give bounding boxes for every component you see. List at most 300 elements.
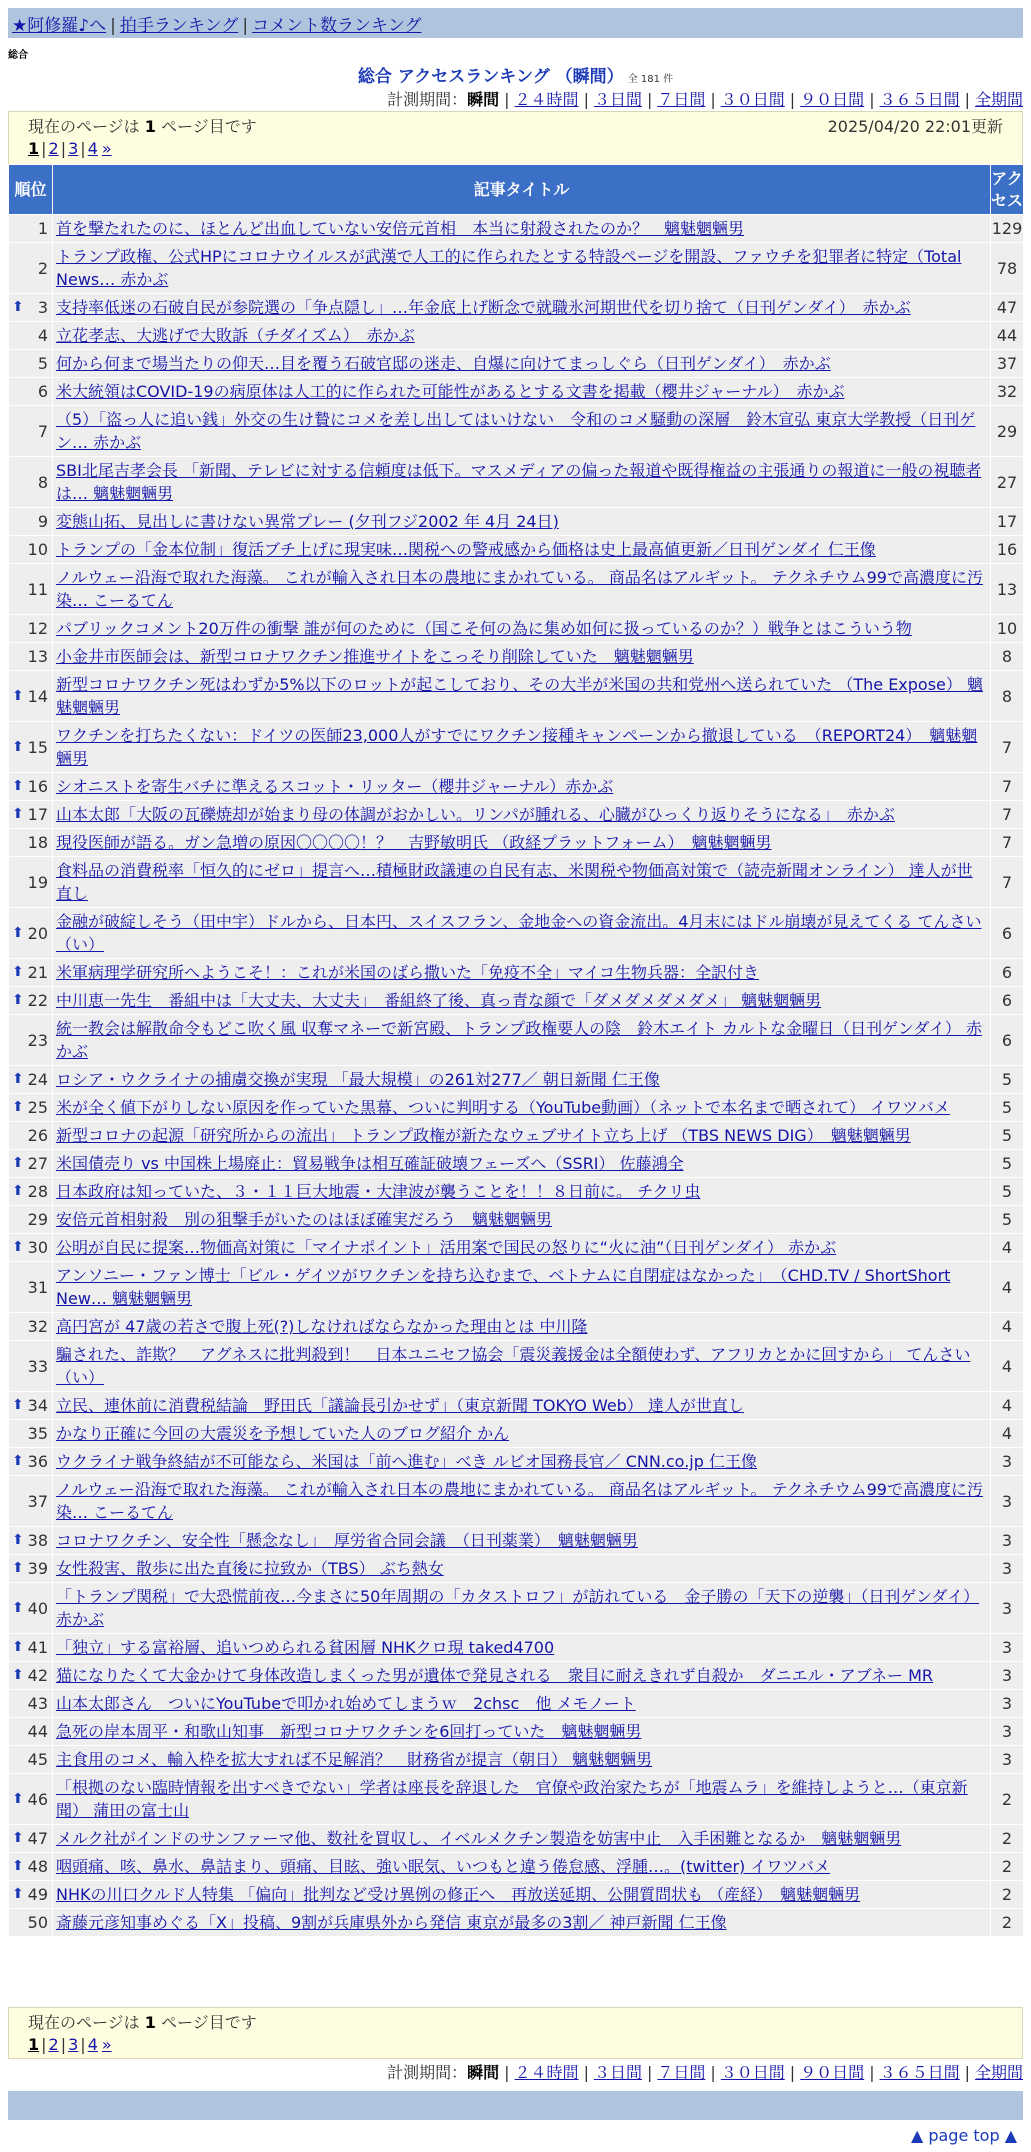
rank-number: 50 <box>27 1913 48 1932</box>
period-option-link[interactable]: ３０日間 <box>720 90 785 109</box>
table-row <box>9 1881 1024 1909</box>
article-link[interactable]: 中川恵一先生 番組中は「大丈夫、大丈夫」 番組終了後、真っ青な顔で「ダメダメダメダメ」 魑魅魍魎男 <box>56 991 822 1010</box>
table-row <box>9 322 1024 350</box>
title-cell <box>53 564 991 615</box>
period-option-current: 瞬間 <box>467 90 500 109</box>
rank-number: 2 <box>37 258 48 278</box>
access-count: 3 <box>991 1527 1024 1555</box>
access-count: 3 <box>991 1746 1024 1774</box>
article-link[interactable]: 現役医師が語る。ガン急増の原因〇〇〇〇！？ 吉野敏明氏 （政経プラットフォーム） 魑魅魍魎男 <box>56 833 772 852</box>
article-link[interactable]: メルク社がインドのサンファーマ他、数社を買収し、イベルメクチン製造を妨害中止 入手困難となるか 魑魅魍魎男 <box>56 1829 902 1848</box>
period-separator: | <box>504 90 510 109</box>
title-cell <box>53 1476 991 1527</box>
period-separator: | <box>789 2063 796 2082</box>
table-row <box>9 294 1024 322</box>
table-row <box>9 1634 1024 1662</box>
rank-cell <box>9 1150 53 1178</box>
article-link[interactable]: 女性殺害、散歩に出た直後に拉致か（TBS） ぶち熱女 <box>56 1559 444 1578</box>
page-title <box>0 62 1031 87</box>
column-header-rank: 順位 <box>9 165 53 215</box>
table-row <box>9 1555 1024 1583</box>
period-option-link[interactable]: ３日間 <box>593 2063 642 2082</box>
up-arrow-icon: ⬆ <box>12 299 24 315</box>
top-nav-bar <box>8 8 1023 38</box>
rank-number: 41 <box>27 1638 48 1657</box>
article-link[interactable]: 立民、連休前に消費税結論 野田氏「議論長引かせず」（東京新聞 TOKYO Web） 達人が世直し <box>56 1396 744 1415</box>
article-link[interactable]: NHKの川口クルド人特集 「偏向」批判など受け異例の修正へ 再放送延期、公開質問状も （産経） 魑魅魍魎男 <box>56 1885 861 1904</box>
rank-number: 26 <box>27 1126 48 1145</box>
title-cell <box>53 1555 991 1583</box>
title-cell <box>53 1392 991 1420</box>
access-count: 5 <box>991 1066 1024 1094</box>
rank-cell <box>9 1690 53 1718</box>
table-row <box>9 1420 1024 1448</box>
rank-cell <box>9 1662 53 1690</box>
rank-cell <box>9 1122 53 1150</box>
access-count: 4 <box>991 1262 1024 1313</box>
pagination-link[interactable]: 4 <box>87 2035 98 2054</box>
rank-cell <box>9 378 53 406</box>
rank-number: 21 <box>27 963 48 982</box>
rank-cell <box>9 1774 53 1825</box>
access-count: 6 <box>991 1015 1024 1066</box>
page-top-link[interactable]: ▲ page top ▲ <box>910 2126 1017 2145</box>
pagination-separator: | <box>80 139 86 158</box>
title-cell <box>53 406 991 457</box>
article-link[interactable]: 安倍元首相射殺 別の狙撃手がいたのはほぼ確実だろう 魑魅魍魎男 <box>56 1210 553 1229</box>
access-count: 6 <box>991 987 1024 1015</box>
article-link[interactable]: トランプ政権、公式HPにコロナウイルスが武漢で人工的に作られたとする特設ページを開設、ファウチを犯罪者に特定（Total News… 赤かぶ <box>56 247 962 289</box>
access-count: 37 <box>991 350 1024 378</box>
rank-cell <box>9 1313 53 1341</box>
rank-cell <box>9 1178 53 1206</box>
access-count: 7 <box>991 773 1024 801</box>
table-row <box>9 671 1024 722</box>
period-separator: | <box>710 2063 716 2082</box>
period-option-link[interactable]: ２４時間 <box>514 90 579 109</box>
rank-cell <box>9 536 53 564</box>
access-count: 10 <box>991 615 1024 643</box>
article-link[interactable]: コロナワクチン、安全性「懸念なし」 厚労省合同会議 （日刊薬業） 魑魅魍魎男 <box>56 1531 638 1550</box>
access-count: 5 <box>991 1122 1024 1150</box>
table-row <box>9 1448 1024 1476</box>
rank-cell <box>9 908 53 959</box>
nav-separator: | <box>110 16 116 36</box>
article-link[interactable]: シオニストを寄生バチに準えるスコット・リッター（櫻井ジャーナル）赤かぶ <box>56 777 614 796</box>
article-link[interactable]: 急死の岸本周平・和歌山知事 新型コロナワクチンを6回打っていた 魑魅魍魎男 <box>56 1722 642 1741</box>
period-option-link[interactable]: ７日間 <box>657 90 706 109</box>
up-arrow-icon: ⬆ <box>12 1599 24 1616</box>
rank-number: 11 <box>27 579 48 599</box>
rank-number: 9 <box>37 512 48 531</box>
rank-number: 32 <box>27 1317 48 1336</box>
period-option-link[interactable]: ７日間 <box>657 2063 706 2082</box>
access-count: 7 <box>991 801 1024 829</box>
title-cell <box>53 1206 991 1234</box>
article-link[interactable]: 山本太郎「大阪の瓦礫焼却が始まり母の体調がおかしい。リンパが腫れる、心臓がひっくり返りそうになる」 赤かぶ <box>56 805 895 824</box>
rank-number: 7 <box>37 421 48 441</box>
pagination-separator: | <box>41 139 47 158</box>
access-count: 3 <box>991 1448 1024 1476</box>
table-row <box>9 1718 1024 1746</box>
rank-number: 37 <box>27 1491 48 1511</box>
rank-number: 28 <box>27 1182 48 1201</box>
ranking-table <box>8 164 1024 1937</box>
title-cell <box>53 350 991 378</box>
up-arrow-icon: ⬆ <box>12 1397 24 1413</box>
rank-cell <box>9 322 53 350</box>
article-link[interactable]: （5）「盗っ人に追い銭」外交の生け贄にコメを差し出してはいけない 令和のコメ騒動の深層 鈴木宣弘 東京大学教授（日刊ゲン… 赤かぶ <box>56 410 976 452</box>
period-separator: | <box>583 90 589 109</box>
rank-cell <box>9 1448 53 1476</box>
title-cell <box>53 829 991 857</box>
period-option-link[interactable]: ９０日間 <box>800 90 865 109</box>
pagination-link[interactable]: 4 <box>87 139 98 158</box>
article-link[interactable]: 米大統領はCOVID-19の病原体は人工的に作られた可能性があるとする文書を掲載（櫻井ジャーナル） 赤かぶ <box>56 382 845 401</box>
article-link[interactable]: かなり正確に今回の大震災を予想していた人のブログ紹介 かん <box>56 1424 510 1443</box>
period-label: 計測期間： <box>387 90 468 109</box>
article-link[interactable]: 立花孝志、大逃げで大敗訴（チダイズム） 赤かぶ <box>56 326 415 345</box>
article-link[interactable]: 何から何まで場当たりの仰天…目を覆う石破官邸の迷走、自爆に向けてまっしぐら（日刊ゲンダイ） 赤かぶ <box>56 354 831 373</box>
rank-cell <box>9 857 53 908</box>
up-arrow-icon: ⬆ <box>12 806 24 822</box>
article-link[interactable]: 統一教会は解散命令もどこ吹く風 収奪マネーで新宮殿、トランプ政権要人の陰 鈴木エイト カルトな金曜日（日刊ゲンダイ） 赤かぶ <box>56 1019 982 1061</box>
title-cell <box>53 1262 991 1313</box>
table-row <box>9 1341 1024 1392</box>
up-arrow-icon: ⬆ <box>12 1532 24 1548</box>
article-link[interactable]: 騙された、詐欺？ アグネスに批判殺到！ 日本ユニセフ協会「震災義援金は全額使わず、アフリカとかに回すから」 てんさい（い） <box>56 1345 971 1387</box>
rank-cell <box>9 215 53 243</box>
pagination-next-link[interactable]: » <box>101 139 112 158</box>
access-count: 3 <box>991 1634 1024 1662</box>
period-separator: | <box>583 2063 589 2082</box>
access-count: 78 <box>991 243 1024 294</box>
up-arrow-icon: ⬆ <box>12 1453 24 1469</box>
home-link[interactable]: ★阿修羅♪へ <box>12 16 107 36</box>
article-link[interactable]: 変態山拓、見出しに書けない異常プレー (夕刊フジ2002 年 4月 24日) <box>56 512 559 531</box>
article-link[interactable]: 公明が自民に提案…物価高対策に「マイナポイント」活用案で国民の怒りに“火に油”（日刊ゲンダイ） 赤かぶ <box>56 1238 837 1257</box>
title-cell <box>53 615 991 643</box>
title-cell <box>53 294 991 322</box>
article-link[interactable]: アンソニー・ファン博士「ビル・ゲイツがワクチンを持ち込むまで、ベトナムに自閉症はなかった」 （CHD.TV / ShortShort New… 魑魅魍魎男 <box>56 1266 951 1308</box>
page-info-text: 現在のページは 1 ページ目です <box>28 117 257 136</box>
period-label: 計測期間： <box>387 2063 468 2082</box>
period-separator: | <box>789 90 796 109</box>
access-count: 6 <box>991 908 1024 959</box>
column-header-title: 記事タイトル <box>53 165 991 215</box>
rank-number: 47 <box>27 1829 48 1848</box>
rank-cell <box>9 243 53 294</box>
access-count: 8 <box>991 671 1024 722</box>
article-link[interactable]: 「トランプ関税」で大恐慌前夜…今まさに50年周期の「カタストロフ」が訪れている 金子勝の「天下の逆襲」（日刊ゲンダイ） 赤かぶ <box>56 1587 980 1629</box>
title-cell <box>53 1015 991 1066</box>
period-option-link[interactable]: ３日間 <box>593 90 642 109</box>
period-option-link[interactable]: ３６５日間 <box>879 2063 960 2082</box>
table-row <box>9 457 1024 508</box>
pagination-separator: | <box>60 139 67 158</box>
table-row <box>9 1122 1024 1150</box>
rank-number: 38 <box>27 1531 48 1550</box>
rank-number: 34 <box>27 1396 48 1415</box>
table-row <box>9 1178 1024 1206</box>
period-separator: | <box>964 2063 970 2082</box>
title-cell <box>53 1150 991 1178</box>
rank-number: 27 <box>27 1154 48 1173</box>
title-cell <box>53 1909 991 1937</box>
up-arrow-icon: ⬆ <box>12 1886 24 1902</box>
access-count: 3 <box>991 1583 1024 1634</box>
access-count: 3 <box>991 1690 1024 1718</box>
title-cell <box>53 987 991 1015</box>
article-link[interactable]: パブリックコメント20万件の衝撃 誰が何のために（国こそ何の為に集め如何に扱っているのか？）戦争とはこういう物 <box>56 619 912 638</box>
pagination-link[interactable]: 2 <box>48 139 59 158</box>
period-option-link[interactable]: ２４時間 <box>514 2063 579 2082</box>
article-link[interactable]: 金融が破綻しそう（田中宇）ドルから、日本円、スイスフラン、金地金への資金流出。4月末にはドル崩壊が見えてくる てんさい（い） <box>56 912 982 954</box>
title-cell <box>53 215 991 243</box>
period-option-link[interactable]: 全期間 <box>974 90 1023 109</box>
rank-cell <box>9 1634 53 1662</box>
table-row <box>9 1476 1024 1527</box>
access-count: 3 <box>991 1476 1024 1527</box>
rank-number: 42 <box>27 1666 48 1685</box>
table-row <box>9 1690 1024 1718</box>
rank-number: 14 <box>27 686 48 706</box>
period-separator: | <box>504 2063 510 2082</box>
table-row <box>9 536 1024 564</box>
title-cell <box>53 1690 991 1718</box>
article-link[interactable]: 小金井市医師会は、新型コロナワクチン推進サイトをこっそり削除していた 魑魅魍魎男 <box>56 647 694 666</box>
article-link[interactable]: ワクチンを打ちたくない：ドイツの医師23,000人がすでにワクチン接種キャンペーンから撤退している （REPORT24） 魑魅魍魎男 <box>56 726 978 768</box>
article-link[interactable]: 日本政府は知っていた、３・１１巨大地震・大津波が襲うことを！！８日前に。 チクリ虫 <box>56 1182 701 1201</box>
rank-cell <box>9 1881 53 1909</box>
title-cell <box>53 1718 991 1746</box>
up-arrow-icon: ⬆ <box>12 738 24 755</box>
article-link[interactable]: 山本太郎さん ついにYouTubeで叩かれ始めてしまうｗ 2chsc 他 メモノート <box>56 1694 636 1713</box>
period-separator: | <box>646 90 653 109</box>
table-row <box>9 1527 1024 1555</box>
title-cell <box>53 1583 991 1634</box>
article-link[interactable]: 高円宮が 47歳の若さで腹上死(?)しなければならなかった理由とは 中川隆 <box>56 1317 588 1336</box>
period-separator: | <box>869 90 875 109</box>
pagination-separator: | <box>60 2035 67 2054</box>
title-cell <box>53 1178 991 1206</box>
table-row <box>9 1392 1024 1420</box>
rank-cell <box>9 1234 53 1262</box>
rank-cell <box>9 722 53 773</box>
table-row <box>9 215 1024 243</box>
title-cell <box>53 1527 991 1555</box>
rank-number: 19 <box>27 872 48 892</box>
table-row <box>9 1662 1024 1690</box>
access-count: 2 <box>991 1853 1024 1881</box>
article-link[interactable]: 「根拠のない臨時情報を出すべきでない」学者は座長を辞退した 官僚や政治家たちが「地震ムラ」を維持しようと…（東京新聞） 蒲田の富士山 <box>56 1778 968 1820</box>
access-count: 27 <box>991 457 1024 508</box>
period-option-link[interactable]: 全期間 <box>974 2063 1023 2082</box>
access-count: 4 <box>991 1341 1024 1392</box>
pagination-top <box>28 138 1003 160</box>
article-link[interactable]: 米国債売り vs 中国株上場廃止：貿易戦争は相互確証破壊フェーズへ（SSRI） 佐藤鴻全 <box>56 1154 684 1173</box>
rank-cell <box>9 1420 53 1448</box>
rank-cell <box>9 1206 53 1234</box>
rank-number: 1 <box>37 219 48 238</box>
rank-number: 17 <box>27 805 48 824</box>
article-link[interactable]: 首を撃たれたのに、ほとんど出血していない安倍元首相 本当に射殺されたのか？ 魑魅魍魎男 <box>56 219 745 238</box>
footer-bar <box>8 2091 1023 2120</box>
rank-cell <box>9 615 53 643</box>
clap-ranking-link[interactable]: 拍手ランキング <box>119 16 239 36</box>
article-link[interactable]: 新型コロナワクチン死はわずか5%以下のロットが起こしており、その大半が米国の共和党州へ送られていた （The Expose） 魑魅魍魎男 <box>56 675 983 717</box>
period-selector-top <box>387 87 1023 110</box>
comment-ranking-link[interactable]: コメント数ランキング <box>252 16 422 36</box>
access-count: 5 <box>991 1094 1024 1122</box>
rank-number: 4 <box>37 326 48 345</box>
period-selector-bottom <box>387 2060 1023 2083</box>
up-arrow-icon: ⬆ <box>12 992 24 1008</box>
article-link[interactable]: ノルウェー沿海で取れた海藻。 これが輸入され日本の農地にまかれている。 商品名はアルギット。 テクネチウム99で高濃度に汚染… こーるてん <box>56 1480 983 1522</box>
rank-number: 40 <box>27 1598 48 1618</box>
up-arrow-icon: ⬆ <box>12 1790 24 1807</box>
pagination-link[interactable]: 3 <box>68 2035 79 2054</box>
title-cell <box>53 536 991 564</box>
article-link[interactable]: 米が全く値下がりしない原因を作っていた黒幕、ついに判明する（YouTube動画）（ネットで本名まで晒されて） イワツバメ <box>56 1098 950 1117</box>
table-row <box>9 378 1024 406</box>
title-cell <box>53 1341 991 1392</box>
rank-number: 43 <box>27 1694 48 1713</box>
access-count: 5 <box>991 1178 1024 1206</box>
up-arrow-icon: ⬆ <box>12 1155 24 1171</box>
rank-number: 3 <box>37 298 48 317</box>
rank-cell <box>9 1527 53 1555</box>
access-count: 16 <box>991 536 1024 564</box>
rank-number: 29 <box>27 1210 48 1229</box>
article-link[interactable]: トランプの「金本位制」復活ブチ上げに現実味…関税への警戒感から価格は史上最高値更新／日刊ゲンダイ 仁王像 <box>56 540 876 559</box>
rank-cell <box>9 671 53 722</box>
pagination-link[interactable]: 3 <box>68 139 79 158</box>
table-row <box>9 1206 1024 1234</box>
title-cell <box>53 801 991 829</box>
title-cell <box>53 857 991 908</box>
up-arrow-icon: ⬆ <box>12 1099 24 1115</box>
article-link[interactable]: 主食用のコメ、輸入枠を拡大すれば不足解消？ 財務省が提言（朝日） 魑魅魍魎男 <box>56 1750 653 1769</box>
title-cell <box>53 457 991 508</box>
article-link[interactable]: ノルウェー沿海で取れた海藻。 これが輸入され日本の農地にまかれている。 商品名はアルギット。 テクネチウム99で高濃度に汚染… こーるてん <box>56 568 983 610</box>
up-arrow-icon: ⬆ <box>12 778 24 794</box>
rank-cell <box>9 1066 53 1094</box>
pagination-bottom <box>28 2034 1003 2056</box>
rank-number: 30 <box>27 1238 48 1257</box>
table-row <box>9 350 1024 378</box>
article-link[interactable]: ウクライナ戦争終結が不可能なら、米国は「前へ進む」べき ルビオ国務長官／ CNN.co.jp 仁王像 <box>56 1452 757 1471</box>
rank-number: 23 <box>27 1030 48 1050</box>
table-row <box>9 1853 1024 1881</box>
access-count: 17 <box>991 508 1024 536</box>
title-cell <box>53 1094 991 1122</box>
title-cell <box>53 671 991 722</box>
access-count: 3 <box>991 1555 1024 1583</box>
title-cell <box>53 1066 991 1094</box>
article-link[interactable]: 食料品の消費税率「恒久的にゼロ」提言へ…積極財政議連の自民有志、米関税や物価高対策で（読売新聞オンライン） 達人が世直し <box>56 861 973 903</box>
access-count: 6 <box>991 959 1024 987</box>
title-cell <box>53 322 991 350</box>
table-row <box>9 564 1024 615</box>
table-row <box>9 406 1024 457</box>
access-count: 2 <box>991 1909 1024 1937</box>
pagination-separator: | <box>41 2035 47 2054</box>
pagination-link[interactable]: 2 <box>48 2035 59 2054</box>
table-row <box>9 773 1024 801</box>
article-link[interactable]: 新型コロナの起源「研究所からの流出」 トランプ政権が新たなウェブサイト立ち上げ （TBS NEWS DIG） 魑魅魍魎男 <box>56 1126 911 1145</box>
up-arrow-icon: ⬆ <box>12 1239 24 1255</box>
table-row <box>9 1774 1024 1825</box>
article-link[interactable]: ロシア・ウクライナの捕虜交換が実現 「最大規模」の261対277／ 朝日新聞 仁王像 <box>56 1070 660 1089</box>
access-count: 29 <box>991 406 1024 457</box>
period-option-link[interactable]: ３０日間 <box>720 2063 785 2082</box>
rank-cell <box>9 1825 53 1853</box>
rank-cell <box>9 1476 53 1527</box>
article-link[interactable]: 「独立」する富裕層、追いつめられる貧困層 NHKクロ現 taked4700 <box>56 1638 555 1657</box>
period-option-link[interactable]: ３６５日間 <box>879 90 960 109</box>
category-label: 総合 <box>8 50 28 61</box>
access-count: 4 <box>991 1313 1024 1341</box>
title-cell <box>53 1853 991 1881</box>
article-link[interactable]: 猫になりたくて大金かけて身体改造しまくった男が遺体で発見される 衆目に耐えきれず自殺か ダニエル・アブネー MR <box>56 1666 934 1685</box>
up-arrow-icon: ⬆ <box>12 1858 24 1874</box>
page-title-text: 総合 アクセスランキング （瞬間） <box>357 67 624 87</box>
access-count: 32 <box>991 378 1024 406</box>
access-count: 4 <box>991 1420 1024 1448</box>
updated-timestamp: 2025/04/20 22:01更新 <box>827 117 1003 136</box>
period-separator: | <box>869 2063 875 2082</box>
rank-cell <box>9 350 53 378</box>
table-row <box>9 959 1024 987</box>
table-row <box>9 908 1024 959</box>
article-link[interactable]: 米軍病理学研究所へようこそ！：これが米国のばら撒いた「免疫不全」マイコ生物兵器：全訳付き <box>56 963 760 982</box>
rank-number: 33 <box>27 1356 48 1376</box>
title-cell <box>53 908 991 959</box>
article-link[interactable]: 支持率低迷の石破自民が参院選の「争点隠し」…年金底上げ断念で就職氷河期世代を切り捨て（日刊ゲンダイ） 赤かぶ <box>56 298 911 317</box>
table-row <box>9 857 1024 908</box>
title-cell <box>53 1634 991 1662</box>
rank-number: 24 <box>27 1070 48 1089</box>
access-count: 44 <box>991 322 1024 350</box>
rank-cell <box>9 1583 53 1634</box>
table-row <box>9 1313 1024 1341</box>
pagination-next-link[interactable]: » <box>101 2035 112 2054</box>
rank-cell <box>9 829 53 857</box>
rank-number: 44 <box>27 1722 48 1741</box>
period-separator: | <box>964 90 970 109</box>
access-count: 2 <box>991 1881 1024 1909</box>
table-row <box>9 1234 1024 1262</box>
article-link[interactable]: 咽頭痛、咳、鼻水、鼻詰まり、頭痛、目眩、強い眠気、いつもと違う倦怠感、浮腫…。(twitter) イワツバメ <box>56 1857 831 1876</box>
table-row <box>9 643 1024 671</box>
rank-number: 20 <box>27 923 48 943</box>
rank-cell <box>9 406 53 457</box>
title-cell <box>53 1234 991 1262</box>
access-count: 8 <box>991 643 1024 671</box>
period-option-link[interactable]: ９０日間 <box>800 2063 865 2082</box>
access-count: 3 <box>991 1662 1024 1690</box>
title-cell <box>53 1662 991 1690</box>
article-link[interactable]: SBI北尾吉孝会長 「新聞、テレビに対する信頼度は低下。マスメディアの偏った報道や既得権益の主張通りの報道に一般の視聴者は… 魑魅魍魎男 <box>56 461 982 503</box>
article-link[interactable]: 斎藤元彦知事めぐる「X」投稿、9割が兵庫県外から発信 東京が最多の3割／ 神戸新聞 仁王像 <box>56 1913 727 1932</box>
rank-cell <box>9 773 53 801</box>
rank-number: 49 <box>27 1885 48 1904</box>
rank-number: 45 <box>27 1750 48 1769</box>
rank-cell <box>9 1909 53 1937</box>
up-arrow-icon: ⬆ <box>12 924 24 941</box>
table-row <box>9 1150 1024 1178</box>
